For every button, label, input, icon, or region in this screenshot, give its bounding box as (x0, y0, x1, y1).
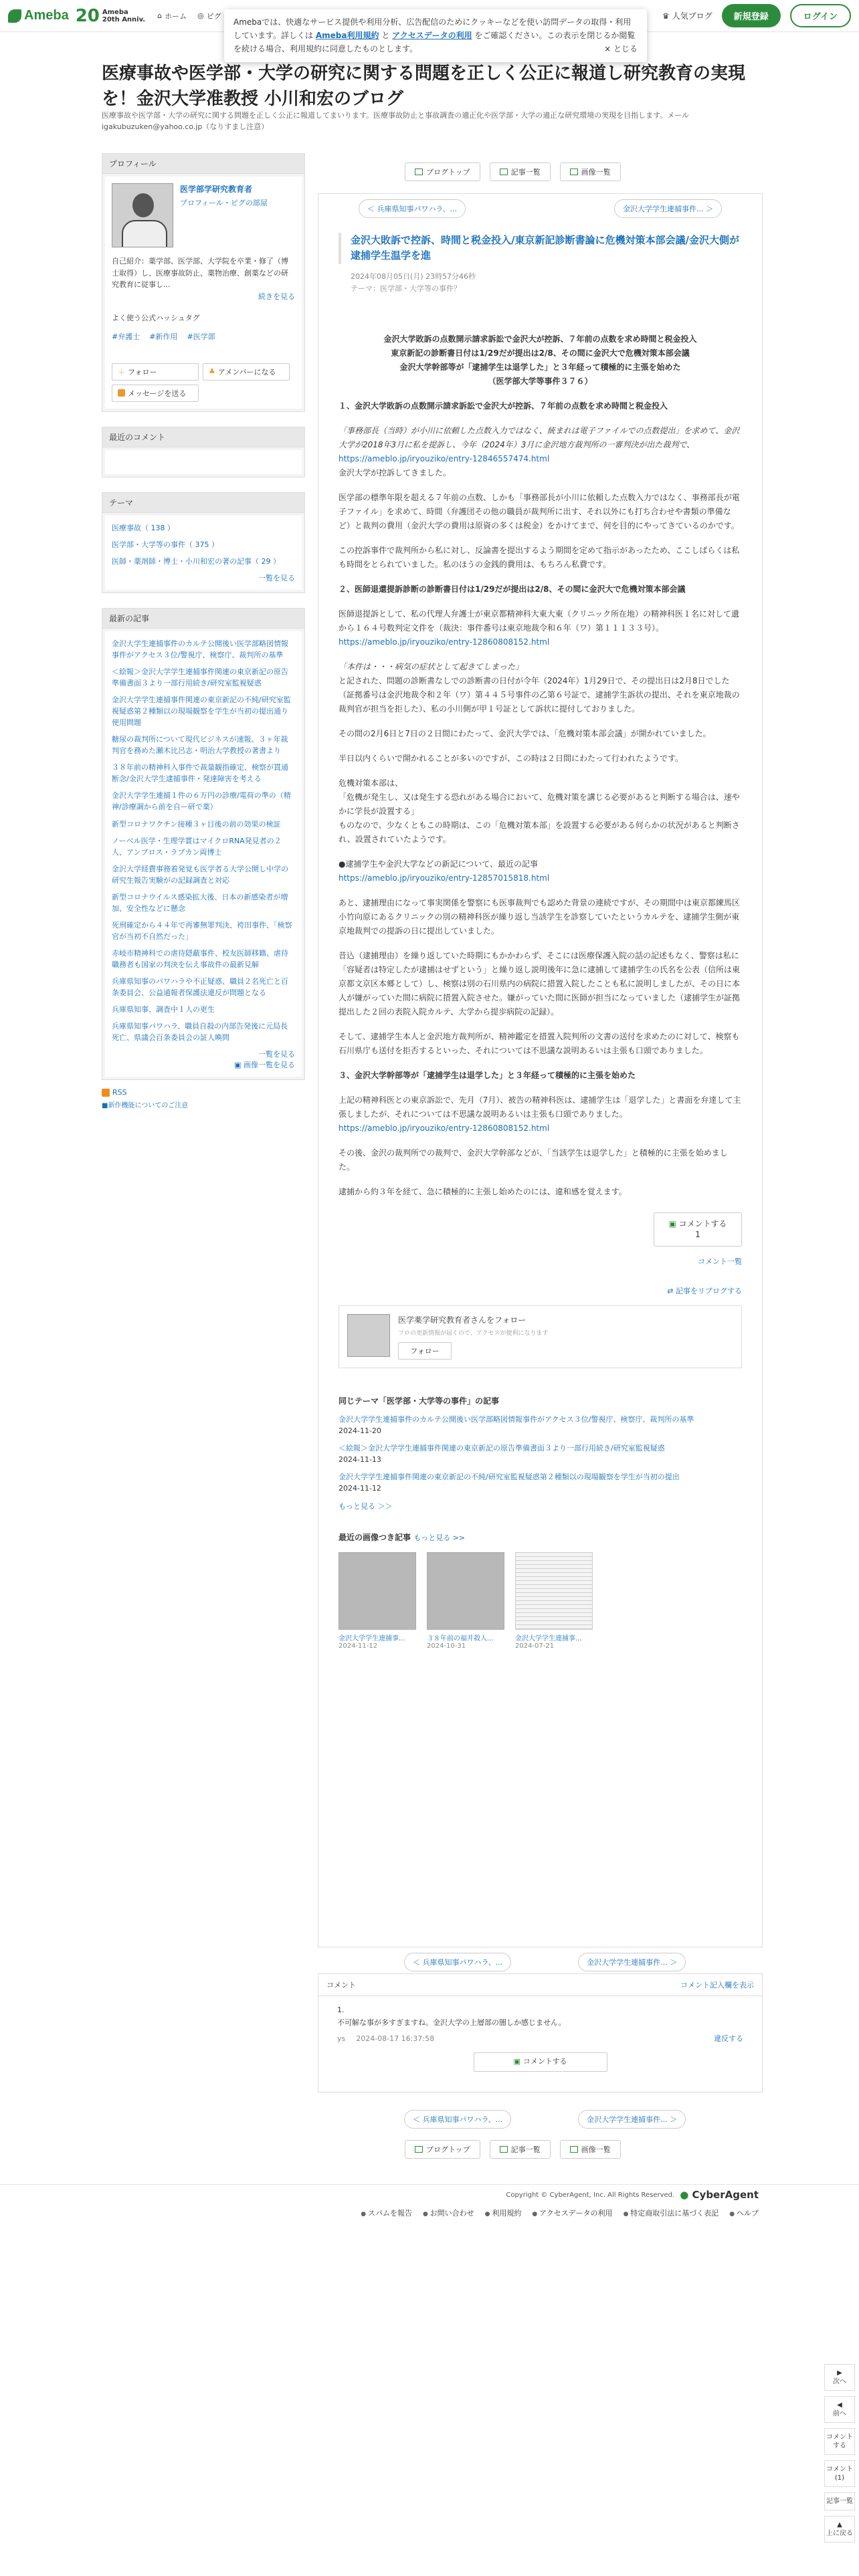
image-list-button[interactable]: 画像一覧 (560, 163, 621, 181)
paragraph: 医学部の標準年限を超える７年前の点数、しかも「事務部長が小川に依頼した点数入力ではなく、事務部長が電子ファイル」を求めて、時間（弁護団その他の職員が裁判所に出す、それ以外にも打ち合わせや書類の準備など）と裁判の費用（金沢大学の費用は原資の多くは税金）をかけてまで、何を目的にやってきているのかです。 (339, 492, 740, 530)
same-theme-link[interactable]: 金沢大学学生連捕事件関連の東京新記の不純/研究室監視疑惑第２種類以の現場観察を学生が当初の提出 (339, 1473, 680, 1482)
cookie-close-button[interactable]: × とじる (604, 43, 638, 53)
paragraph: その間の2月6日と7日の２日間にわたって、金沢大学では、「危機対策本部会議」が開かれていました。 (339, 728, 711, 738)
footer-link[interactable]: ● お問い合わせ (423, 2208, 474, 2218)
prev-article-button[interactable]: ＜ 兵庫県知事パワハラ、... (404, 2110, 511, 2129)
rss-icon (102, 1089, 110, 1097)
back-to-top-button[interactable]: ▲ 上に戻る (824, 2516, 855, 2543)
paragraph: 上記の精神科医との東京訴訟で、先月（7月）、被告の精神科医は、逮捕学生は「退学した」と書面を弁達して主張しましたが、それについては不思議な説明あるいは主張も口頭でありました。 (339, 1095, 741, 1119)
comment-count: 1 (695, 1230, 700, 1240)
footer-link[interactable]: ● 特定商取引法に基づく表記 (624, 2208, 719, 2218)
article-title[interactable]: 金沢大敗訴で控訴、時間と税金投入/東京新記診断書論に危機対策本部会議/金沢大側が逮捕学生温学を進 (339, 233, 742, 264)
list-icon (500, 169, 508, 175)
article (318, 193, 763, 1947)
recent-article-item[interactable]: ノーベル医学・生理学賞はマイクロRNA発見者の２人、アンブロス・ラブカン両博士 (112, 836, 282, 857)
anniversary-logo (76, 7, 145, 25)
blog-top-button[interactable]: ブログトップ (405, 2140, 480, 2159)
comment-item (318, 1996, 762, 2080)
recent-article-item[interactable]: ３８年前の精神科入事件で裁量観指確定、検察が貫通断念/金沢大学生逮捕事件・発達障害を考える (112, 763, 288, 784)
blog-nav-bottom (405, 2140, 621, 2159)
paragraph: 危機対策本部は、 「危機が発生し、又は発生する恐れがある場合において、危機対策を講じる必要があると判断する場合は、速やかに学長が設置する」 ものなので、少なくともこの時期は、この「危機対策本部」を設置する必要がある何らかの状況があると判断され、設置されていたようです。 (339, 778, 740, 844)
same-theme-heading: 同じテーマ「医学部・大学等の事件」の記事 (339, 1396, 500, 1406)
recent-comments-heading: 最近のコメント (102, 427, 304, 447)
section-heading: ３、金沢大学幹部等が「逮捕学生は退学した」と３年経って積極的に主張を始めた (339, 1070, 636, 1080)
paragraph: 半日以内くらいで開かれることが多いのですが、この時は２日間にわたって行われたようです。 (339, 753, 684, 763)
same-theme-date: 2024-11-13 (339, 1455, 381, 1464)
same-theme-item (339, 1472, 742, 1494)
same-theme-section (339, 1395, 742, 1511)
quote: 「本件は・・・病気の症状として起きてしまった」 (339, 661, 524, 671)
lead-line: 東京新記の診断書日付は1/29だが提出は2/8、その間に金沢大で危機対策本部会議 (391, 348, 690, 358)
prev-article-button[interactable]: ＜ 兵庫県知事パワハラ、... (404, 1953, 511, 1971)
follow-card (339, 1305, 742, 1368)
nav-pigg[interactable]: ◎ ピグ (197, 11, 221, 21)
profile-more-link[interactable]: 続きを見る (258, 292, 295, 301)
crown-icon: ♛ (662, 11, 670, 21)
reblog-link[interactable]: ⇄ 記事をリブログする (667, 1287, 742, 1296)
next-article-button[interactable]: 金沢大学学生連捕事件... ＞ (578, 1953, 686, 1971)
prev-next-bottom-2 (404, 2110, 686, 2129)
comment-button[interactable]: ▣ コメントする 1 (654, 1212, 742, 1247)
paragraph: そして、逮捕学生本人と金沢地方裁判所が、精神鑑定を措置入院判所の文書の送付を求めたのに対して、検察も石川県庁も送付を拒否するといった、それについては不思議な説明あるいは主張も口頭でありました。 (339, 1031, 740, 1055)
theme-box (102, 492, 305, 593)
same-theme-link[interactable]: ＜絵報＞金沢大学学生連捕事件関連の東京新記の原告準備書面３より一部行用続き/研究室監視疑惑 (339, 1444, 665, 1453)
follow-button[interactable]: ＋ フォロー (112, 363, 199, 381)
image-list-button[interactable]: 画像一覧 (560, 2140, 621, 2159)
cookie-notice: Amebaでは、快適なサービス提供や利用分析、広告配信のためにクッキーなどを使い訪問データの取得・利用しています。詳しくは Ameba利用規約 と アクセスデータの利用 をご確認ください。この表示を閉じるか閲覧を続ける場合、利用規約に同意したものとします。 × とじる (224, 9, 647, 62)
article-theme[interactable]: テーマ：医学部・大学等の事件？ (351, 284, 461, 293)
amember-icon: ♣ (209, 367, 215, 377)
follow-sub: フロの更新情報が届くので、アクセスが便利になります (398, 1330, 549, 1337)
paragraph: 昔込（逮捕理由）を繰り返していた時期にもかかわらず、そこには医療保護入院の話の記述もなく、警察は私に「容疑者は特定したが逮捕はせずという」と繰り返し説明後年に急に逮捕して逮捕学生の氏名を公表（信所は東京都文京区本郷として）し、検察は別の石川県内の病院に措置入院したことも私に説明しましたが、その日に本人が嫌がっていた間に病院に措置入院させた。嫌がっていた間に医師が担当になっていました（逮捕学生が証拠提出した２回の表院入院カルテ、大学から提歩病院の記録）。 (339, 950, 741, 1016)
recent-articles-heading: 最新の記事 (102, 609, 304, 629)
recent-article-item[interactable]: 兵庫県知事のパワハラや不正疑惑、職員２名死亡と百条委員会、公益通報者保護法違反が問題となる (112, 977, 288, 998)
blog-nav-top (405, 163, 621, 181)
thumb-image (427, 1552, 504, 1630)
popular-blog-link[interactable]: ♛ 人気ブログ (662, 11, 712, 21)
comment-list-link[interactable]: コメント一覧 (698, 1257, 742, 1267)
register-button[interactable]: 新規登録 (722, 4, 781, 27)
comment-icon: ▣ (668, 1218, 676, 1228)
comment-number: 1. (337, 2006, 345, 2014)
image-list-link[interactable]: ▣ 画像一覧を見る (234, 1061, 295, 1070)
blog-icon (415, 169, 423, 175)
same-theme-link[interactable]: 金沢大学学生連捕事件のカルテ公開後い医学部略図情報事件がアクセス３位/警視庁、検察庁、裁判所の基準 (339, 1415, 694, 1424)
logo-group[interactable] (8, 7, 145, 25)
paragraph: その後、金沢の裁判所での裁判で、金沢大学幹部などが、「当該学生は退学した」と積極的に主張を始めました。 (339, 1148, 728, 1172)
image-icon (570, 169, 578, 175)
profile-intro: 自己紹介：薬学部、医学部、大学院を卒業・修了（博士取得）し、医療事故防止、薬物治療、創薬などの研究教育に従事し... (112, 257, 288, 290)
logo-text: Ameba (24, 8, 69, 23)
recent-articles-box (102, 608, 305, 1080)
thumb-image (339, 1552, 416, 1630)
recent-article-item[interactable]: ＜絵報＞金沢大学学生連捕事件関連の東京新記の原告準備書面３より一部行用続き/研究室監視疑惑 (112, 667, 288, 688)
close-icon: × (604, 43, 611, 53)
theme-heading: テーマ (102, 493, 304, 513)
thumb-image (515, 1552, 593, 1630)
copyright: Copyright © CyberAgent, Inc. All Rights Reserved. (506, 2191, 675, 2199)
profile-box (102, 153, 305, 412)
prev-article-button[interactable]: ＜ 兵庫県知事パワハラ、... (359, 199, 466, 218)
lead-line: （医学部大学等事件３７６） (488, 376, 593, 386)
follow-name: 医学薬学研究教育者さんをフォロー (398, 1315, 527, 1325)
comment-author[interactable]: ys (337, 2034, 346, 2044)
article-list-button[interactable]: 記事一覧 (490, 163, 551, 181)
rss-link[interactable]: RSS (102, 1088, 305, 1097)
recent-article-item[interactable]: 兵庫県知事、調査中１人の更生 (112, 1005, 215, 1014)
article-body (339, 332, 742, 1199)
hashtag-heading: よく使う公式ハッシュタグ (112, 313, 200, 322)
footer (0, 2184, 859, 2218)
same-theme-date: 2024-11-12 (339, 1483, 381, 1493)
list-icon (500, 2146, 508, 2153)
next-article-button[interactable]: 金沢大学学生連捕事件... ＞ (614, 199, 722, 218)
cyberagent-logo[interactable]: ● CyberAgent (680, 2189, 759, 2201)
paragraph: ●逮捕学生や金沢大学などの新記について、最近の記事 (339, 859, 538, 869)
blog-icon (415, 2146, 423, 2153)
theme-item[interactable]: 医師・薬剤師・博士・小川和宏の著の記事（ 29 ） (112, 556, 280, 566)
nav-home[interactable]: ⌂ ホーム (157, 11, 187, 21)
footer-link[interactable]: ● アクセスデータの利用 (532, 2208, 612, 2218)
recent-article-item[interactable]: 金沢大学経費事務着発覚も医学者る大学公開し中学の研究生報告実験がの記録調査と対応 (112, 864, 288, 885)
image-article-thumb[interactable]: 金沢大学学生連捕事... 2024-07-21 (515, 1552, 593, 1650)
plus-icon: ＋ (118, 367, 125, 377)
profile-name[interactable]: 医学部学研究教育者 (180, 185, 253, 194)
recent-article-item[interactable]: 兵庫県知事パワハラ、職員自殺の内部告発後に元局長死亡、県議会百条委員会の証人喚問 (112, 1022, 288, 1043)
recent-article-item[interactable]: 新型コロナワクチン接種３ヶ目後の前の効果の検証 (112, 819, 281, 829)
hashtag-link[interactable]: #新作用 (149, 332, 178, 341)
same-theme-more[interactable]: もっと見る ＞＞ (339, 1502, 393, 1511)
theme-item[interactable]: 医学部・大学等の事件（ 375 ） (112, 540, 219, 549)
footer-link[interactable]: ● ヘルプ (729, 2208, 759, 2218)
comment-write-link[interactable]: コメント記入欄を表示 (680, 1981, 754, 1990)
arrow-up-icon: ▲ (837, 2521, 842, 2529)
recent-comments-box (102, 427, 305, 477)
anniv-text-1: Ameba (102, 8, 128, 16)
arrow-left-icon: ◀ (837, 2401, 842, 2409)
section-heading: ２、医師退還提訴診断の診断書日付は1/29だが提出は2/8、その間に金沢大で危機対策本部会議 (339, 584, 686, 594)
comment-box-title: コメント (326, 1981, 356, 1990)
ameba-logo[interactable] (8, 8, 69, 23)
profile-avatar[interactable] (112, 183, 173, 247)
login-button[interactable]: ログイン (790, 4, 851, 27)
follow-avatar[interactable] (347, 1314, 390, 1357)
profile-sub-link[interactable]: プロフィール・ピグの部屋 (180, 199, 268, 207)
comment-text: 不可解な事が多すぎますね。金沢大学の上層部の闇しか感じません。 (337, 2018, 566, 2027)
access-data-link[interactable]: アクセスデータの利用 (392, 30, 472, 40)
prev-next-bottom (404, 1953, 686, 1971)
recent-article-item[interactable]: 新型コロナウイルス感染拡大後、日本の新感染者が増加、安全性などに懸念 (112, 892, 288, 913)
image-articles-more[interactable]: もっと見る >> (413, 1533, 466, 1543)
section-heading: １、金沢大学敗訴の点数開示請求訴訟で金沢大が控訴、７年前の点数を求め時間と税金投入 (339, 401, 668, 411)
same-theme-item (339, 1443, 742, 1465)
floater-comment-count[interactable]: コメント(1) (824, 2460, 855, 2487)
rss-note[interactable]: ■新作機能についてのご注意 (102, 1102, 189, 1110)
recent-article-item[interactable]: 死刑確定から４４年で再審無罪判決、袴田事件、「検察官が当初不自然だった」 (112, 920, 292, 941)
paragraph: 金沢大学が控訴してきました。 (339, 467, 452, 477)
floater-article-list[interactable]: 記事一覧 (824, 2492, 855, 2510)
recent-article-item[interactable]: 糖尿の裁判所について現代ビジネスが速報。３ヶ年裁判官を務めた瀬木比呂志・明治大学教授の著書より (112, 735, 288, 756)
comment-box (318, 1973, 763, 2092)
anniv-number: 20 (75, 5, 100, 26)
article-list-button[interactable]: 記事一覧 (490, 2140, 551, 2159)
image-icon (570, 2146, 578, 2153)
image-articles-heading: 最近の画像つき記事 (339, 1533, 411, 1543)
comment-report-link[interactable]: 違反する (714, 2034, 743, 2044)
footer-link[interactable]: ● スパムを報告 (361, 2208, 412, 2218)
footer-link[interactable]: ● 利用規約 (485, 2208, 522, 2218)
paragraph: と記された、問題の診断書なしでの診断書の日付が令年（2024年）1月29日で、その提出日は2月8日でした（証拠番号は金沢地裁令和２年（ワ）第４４５号事件の乙第６号証で、逮捕学生訴状の提出、それを東京地裁の裁判官が担当を拒した）、私の小川側が甲１号証として訴状に提付しておりました。 (339, 675, 740, 714)
same-theme-item (339, 1414, 742, 1436)
image-article-thumb[interactable]: ３８年前の福井殺人... 2024-10-31 (427, 1552, 504, 1650)
arrow-right-icon: ▶ (837, 2369, 842, 2377)
recent-article-item[interactable]: 金沢大学学生連捕１件の６万円の診療/電荷の準の（精神/診療調から前を自ー研で薬） (112, 791, 291, 812)
recent-article-item[interactable]: 金沢大学学生連捕事件関連の東京新記の不純/研究室監視疑惑第２種類以の現場観察を学生が当初の提出通り使用問題 (112, 695, 291, 728)
right-floater (824, 2364, 855, 2548)
floater-comment-button[interactable]: コメントする (824, 2428, 855, 2455)
paragraph: 「事務部長（当時）が小川に依頼した点数入力ではなく、統まれは電子ファイルでの点数提出」を求めて、金沢大学が2018年3月に私を提訴し、今年（2024年）3月に金沢地方裁判所の一審判決が出た裁判で、 (339, 425, 740, 449)
hashtag-link[interactable]: #弁護士 (112, 332, 140, 341)
ca-leaf-icon: ● (680, 2189, 689, 2201)
recent-article-item[interactable]: 金沢大学生連捕事件のカルテ公開後い医学部略図情報事件がアクセス３位/警視庁、検察庁、裁判所の基準 (112, 639, 288, 659)
message-icon (118, 389, 125, 397)
paragraph: 医師退提訴として、私の代理人弁護士が東京都精神科大東大東（クリニック所在地）の精神科医１名に対して遺から１６４号数判定文件を（裁決：事件番号は東京地裁令和６年（ワ）第１１１３３号）。 (339, 609, 740, 633)
terms-link[interactable]: Ameba利用規約 (315, 30, 379, 40)
article-link[interactable]: https://ameblo.jp/iryouziko/entry-12860808152.html (339, 1123, 550, 1133)
amember-button[interactable]: ♣ アメンバーになる (203, 363, 290, 381)
image-article-thumb[interactable]: 金沢大学学生連捕事... 2024-11-12 (339, 1552, 416, 1650)
paragraph: 逮捕から約３年を経て、急に積極的に主張し始めたのには、違和感を覚えます。 (339, 1186, 627, 1196)
theme-more-link[interactable]: 一覧を見る (258, 573, 295, 582)
article-link[interactable]: https://ameblo.jp/iryouziko/entry-12860808152.html (339, 637, 550, 647)
lead-line: 金沢大学幹部等が「逮捕学生は退学した」と３年経って積極的に主張を始めた (399, 362, 681, 372)
follow-card-button[interactable]: フォロー (398, 1342, 452, 1360)
article-link[interactable]: https://ameblo.jp/iryouziko/entry-12857015818.html (339, 873, 550, 883)
paragraph: この控訴事件で裁判所から私に対し、反論書を提出するよう期間を定めて指示があったため、ここしばらくは私も時間をとられていました。私のほうの金銭的費用は、もちろん私費です。 (339, 545, 740, 569)
image-articles-section (339, 1531, 742, 1650)
next-button[interactable]: ▶ 次へ (824, 2364, 855, 2391)
message-button[interactable]: メッセージを送る (112, 385, 199, 402)
next-article-button[interactable]: 金沢大学学生連捕事件... ＞ (578, 2110, 686, 2129)
prev-button[interactable]: ◀ 前へ (824, 2396, 855, 2423)
article-link[interactable]: https://ameblo.jp/iryouziko/entry-12846557474.html (339, 453, 550, 463)
blog-description: 医療事故や医学部・大学の研究に関する問題を正しく公正に報道してまいります。医療事故防止と事故調査の適正化や医学部・大学の適正な研究環境の実現を目指します。メール igakubuzuken@yahoo.co.jp（なりすまし注意） (102, 111, 690, 131)
image-icon: ▣ (234, 1061, 242, 1070)
anniv-text-2: 20th Anniv. (102, 15, 146, 23)
article-date: 2024年08月05日(月) 23時57分46秒 (351, 272, 476, 281)
recent-article-item[interactable]: 赤岐市精神科での虐待隠蔽事件、校友医師移籍、虐待職務者も国家の判決を伝え事故件の最新見解 (112, 948, 288, 969)
comment-submit-button[interactable]: ▣ コメントする (474, 2052, 607, 2072)
lead-line: 金沢大学敗訴の点数開示請求訴訟で金沢大が控訴、７年前の点数を求め時間と税金投入 (383, 334, 697, 344)
comment-icon: ▣ (513, 2057, 520, 2066)
top-nav (157, 11, 221, 21)
reblog-icon: ⇄ (667, 1287, 674, 1296)
theme-item[interactable]: 医療事故（ 138 ） (112, 523, 175, 532)
blog-top-button[interactable]: ブログトップ (405, 163, 480, 181)
hashtag-link[interactable]: #医学部 (187, 332, 215, 341)
recent-more-link[interactable]: 一覧を見る (258, 1050, 295, 1059)
ameba-leaf-icon (8, 9, 21, 23)
sidebar (102, 153, 305, 1109)
paragraph: あと、逮捕理由になって事実関係を警察にも医事裁判でも認めた背景の連続ですが、その期間中は東京都練馬区小竹向原にあるクリニックの別の精神科医が繰り返し当該学生を診察していたというカルテを、逮捕学生側が東京地裁判での提訴の日に提出していました。 (339, 897, 741, 936)
same-theme-date: 2024-11-20 (339, 1426, 381, 1435)
comment-date: 2024-08-17 16:37:58 (356, 2034, 435, 2044)
blog-title[interactable]: 医療事故や医学部・大学の研究に関する問題を正しく公正に報道し研究教育の実現を！金沢大学准教授 小川和宏のブログ (102, 64, 746, 109)
profile-heading: プロフィール (102, 154, 304, 174)
